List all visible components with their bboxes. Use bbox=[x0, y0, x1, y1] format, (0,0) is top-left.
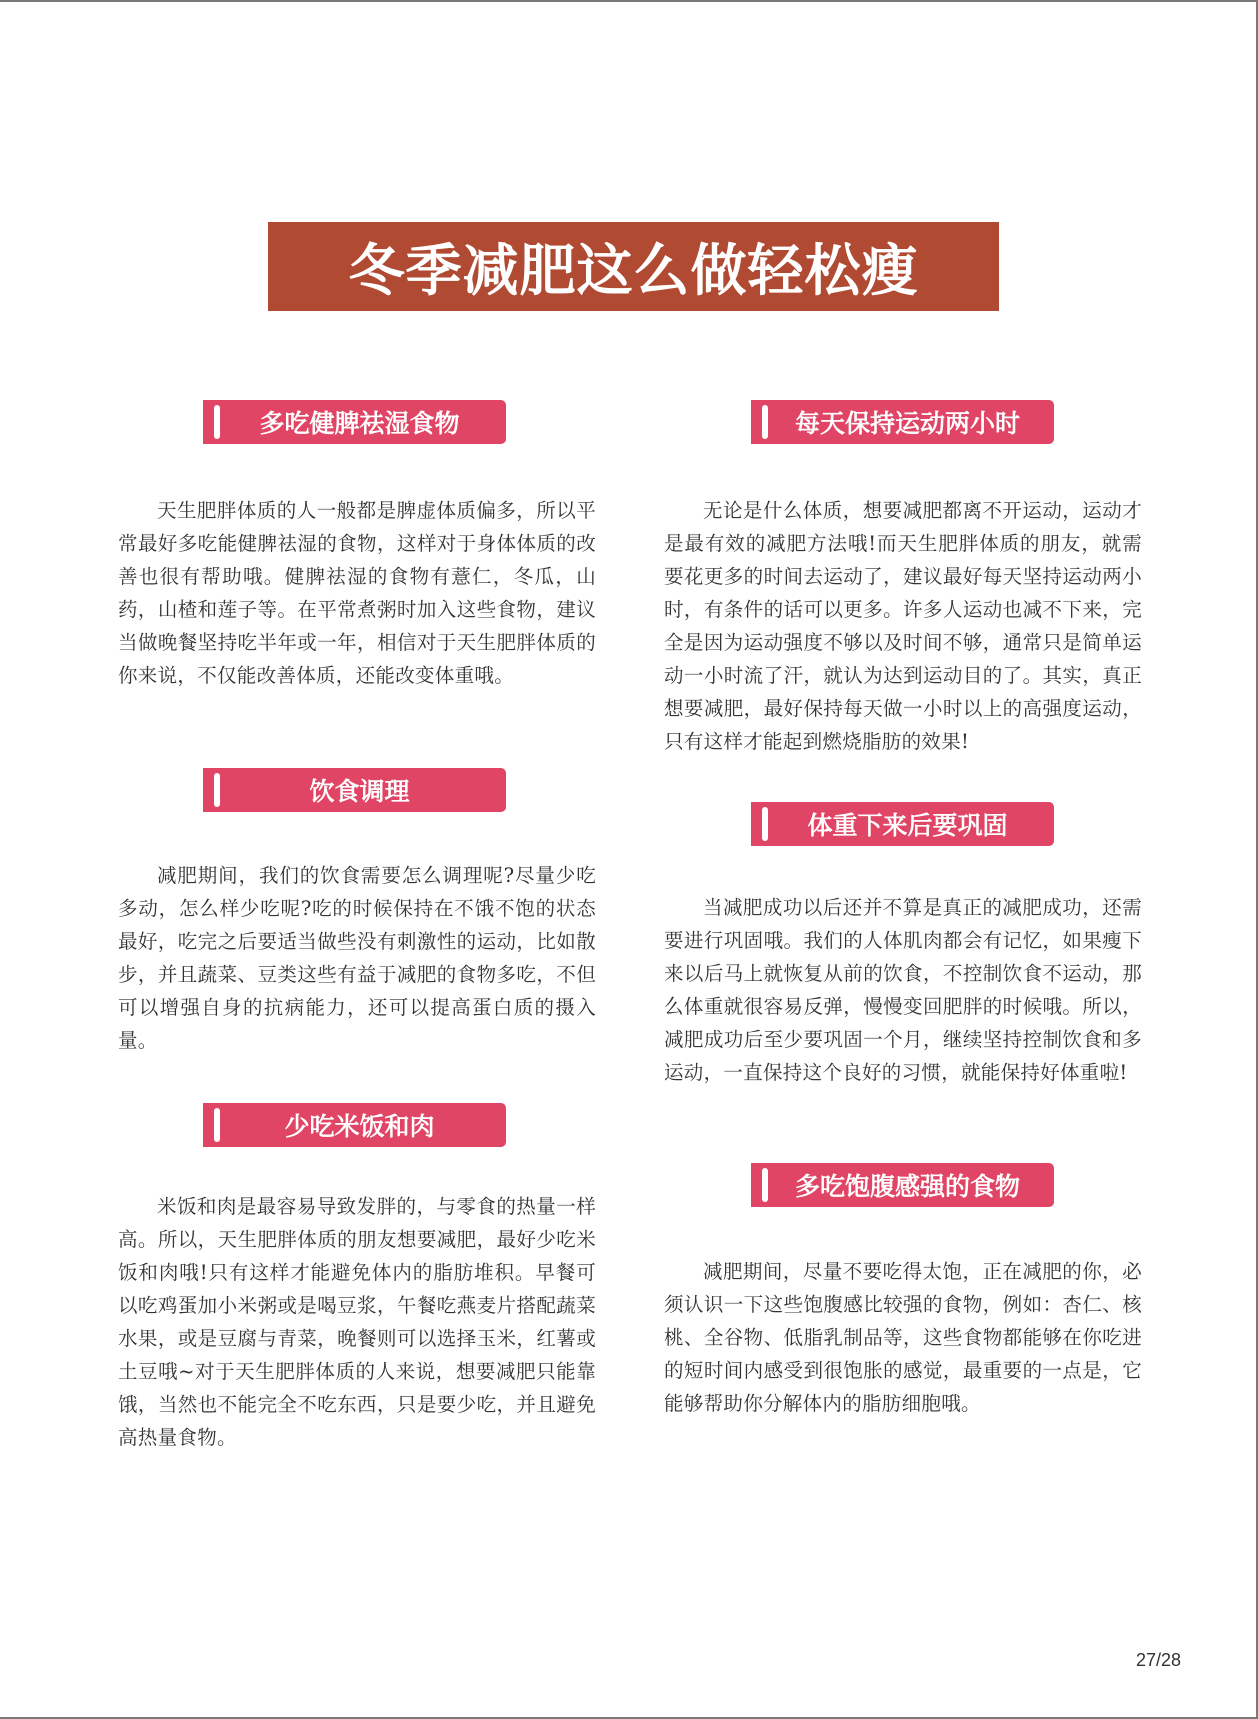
header-accent-bar bbox=[214, 1108, 220, 1142]
page-title: 冬季减肥这么做轻松瘦 bbox=[348, 238, 919, 304]
section-heading: 少吃米饭和肉 bbox=[284, 1112, 435, 1141]
section-header-spleen-foods bbox=[203, 400, 506, 444]
section-header-satiety-foods bbox=[751, 1163, 1054, 1207]
section-body-spleen-foods: 天生肥胖体质的人一般都是脾虚体质偏多，所以平常最好多吃能健脾祛湿的食物，这样对于身体体质的改善也很有帮助哦。健脾祛湿的食物有薏仁，冬瓜，山药，山楂和莲子等。在平常煮粥时加入这些食物，建议当做晚餐坚持吃半年或一年，相信对于天生肥胖体质的你来说，不仅能改善体质，还能改变体重哦。 bbox=[118, 499, 596, 687]
section-heading: 多吃饱腹感强的食物 bbox=[794, 1172, 1020, 1201]
header-accent-bar bbox=[762, 807, 768, 841]
header-accent-bar bbox=[762, 405, 768, 439]
page-number: 27/28 bbox=[1136, 1650, 1182, 1670]
section-body-satiety-foods: 减肥期间，尽量不要吃得太饱，正在减肥的你，必须认识一下这些饱腹感比较强的食物，例如：杏仁、核桃、全谷物、低脂乳制品等，这些食物都能够在你吃进的短时间内感受到很饱胀的感觉，最重要的一点是，它能够帮助你分解体内的脂肪细胞哦。 bbox=[664, 1260, 1142, 1415]
section-heading: 体重下来后要巩固 bbox=[807, 811, 1008, 840]
title-banner bbox=[268, 222, 999, 311]
section-heading: 多吃健脾祛湿食物 bbox=[259, 409, 460, 438]
section-body-rice-meat: 米饭和肉是最容易导致发胖的，与零食的热量一样高。所以，天生肥胖体质的朋友想要减肥，最好少吃米饭和肉哦!只有这样才能避免体内的脂肪堆积。早餐可以吃鸡蛋加小米粥或是喝豆浆，午餐吃燕麦片搭配蔬菜水果，或是豆腐与青菜，晚餐则可以选择玉米，红薯或土豆哦~对于天生肥胖体质的人来说，想要减肥只能靠饿，当然也不能完全不吃东西，只是要少吃，并且避免高热量食物。 bbox=[118, 1195, 596, 1449]
section-header-exercise bbox=[751, 400, 1054, 444]
page-border-top bbox=[0, 0, 1258, 2]
section-heading: 饮食调理 bbox=[309, 777, 410, 806]
header-accent-bar bbox=[214, 405, 220, 439]
section-header-rice-meat bbox=[203, 1103, 506, 1147]
section-body-consolidate: 当减肥成功以后还并不算是真正的减肥成功，还需要进行巩固哦。我们的人体肌肉都会有记忆，如果瘦下来以后马上就恢复从前的饮食，不控制饮食不运动，那么体重就很容易反弹，慢慢变回肥胖的时候哦。所以，减肥成功后至少要巩固一个月，继续坚持控制饮食和多运动，一直保持这个良好的习惯，就能保持好体重啦! bbox=[664, 896, 1142, 1084]
section-heading: 每天保持运动两小时 bbox=[794, 409, 1020, 438]
section-header-consolidate bbox=[751, 802, 1054, 846]
section-body-diet: 减肥期间，我们的饮食需要怎么调理呢?尽量少吃多动，怎么样少吃呢?吃的时候保持在不饿不饱的状态最好，吃完之后要适当做些没有刺激性的运动，比如散步，并且蔬菜、豆类这些有益于减肥的食物多吃，不但可以增强自身的抗病能力，还可以提高蛋白质的摄入量。 bbox=[118, 864, 596, 1052]
section-header-diet bbox=[203, 768, 506, 812]
header-accent-bar bbox=[762, 1168, 768, 1202]
header-accent-bar bbox=[214, 773, 220, 807]
section-body-exercise: 无论是什么体质，想要减肥都离不开运动，运动才是最有效的减肥方法哦!而天生肥胖体质的朋友，就需要花更多的时间去运动了，建议最好每天坚持运动两小时，有条件的话可以更多。许多人运动也减不下来，完全是因为运动强度不够以及时间不够，通常只是简单运动一小时流了汗，就认为达到运动目的了。其实，真正想要减肥，最好保持每天做一小时以上的高强度运动，只有这样才能起到燃烧脂肪的效果! bbox=[664, 499, 1142, 753]
